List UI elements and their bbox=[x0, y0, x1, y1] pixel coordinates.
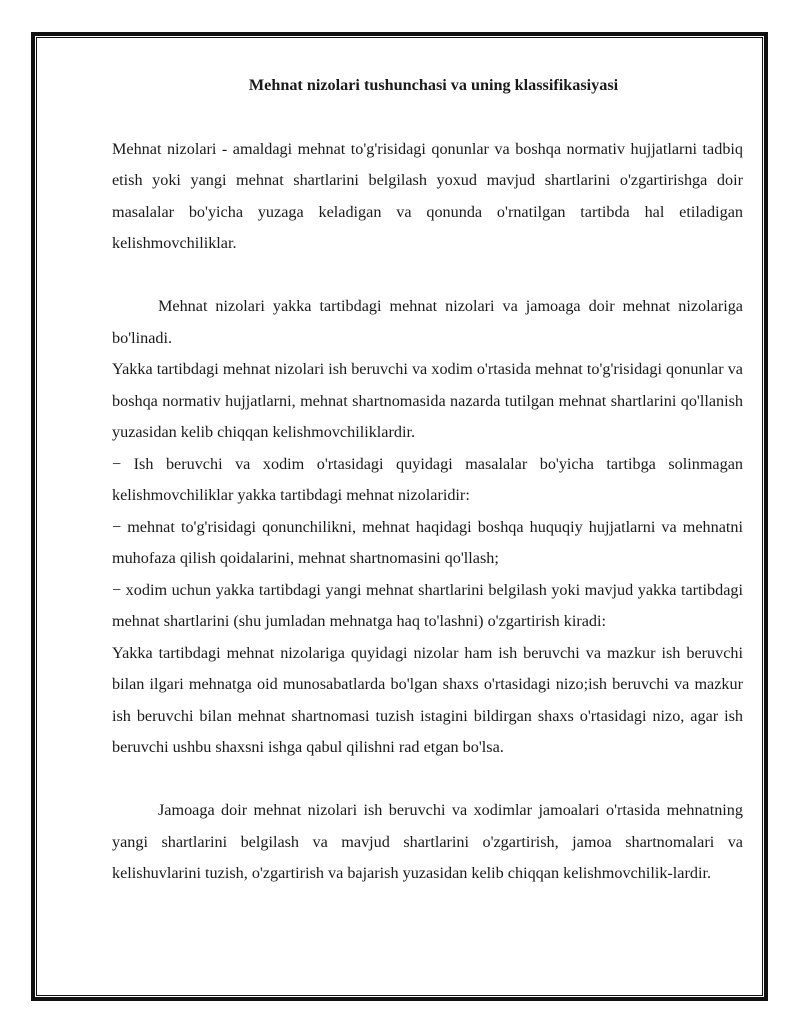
list-item-new-conditions: − xodim uchun yakka tartibdagi yangi mehnat shartlarini belgilash yoki mavjud yakka tartibdagi mehnat shartlarini (shu jumladan mehnatga haq to'lashni) o'zgartirish kiradi: bbox=[112, 580, 743, 630]
paragraph-additional-disputes: Yakka tartibdagi mehnat nizolariga quyidagi nizolar ham ish beruvchi va mazkur ish beruvchi bilan ilgari mehnatga oid munosabatlarda bo'lgan shaxs o'rtasidagi nizo;ish beruvchi va mazkur ish beruvchi bilan mehnat shartnomasi tuzish istagini bildirgan shaxs o'rtasidagi nizo, agar ish beruvchi ushbu shaxsni ishga qabul qilishni rad etgan bo'lsa. bbox=[112, 643, 743, 756]
paragraph-definition: Mehnat nizolari - amaldagi mehnat to'g'risidagi qonunlar va boshqa normativ hujjatlarni tadbiq etish yoki yangi mehnat shartlarini belgilash yoxud mavjud shartlarini o'zgartirishga doir masalalar bo'yicha yuzaga keladigan va qonunda o'rnatilgan tartibda hal etiladigan kelishmovchiliklar. bbox=[112, 139, 743, 252]
paragraph-types: Mehnat nizolari yakka tartibdagi mehnat nizolari va jamoaga doir mehnat nizolariga bo'linadi. bbox=[112, 297, 743, 347]
list-item-unresolved-issues: − Ish beruvchi va xodim o'rtasidagi quyidagi masalalar bo'yicha tartibga solinmagan kelishmovchiliklar yakka tartibdagi mehnat nizolaridir: bbox=[112, 454, 743, 504]
document-title: Mehnat nizolari tushunchasi va uning klassifikasiyasi bbox=[248, 76, 619, 94]
spacer bbox=[112, 102, 743, 134]
document-body bbox=[112, 70, 743, 890]
spacer bbox=[112, 764, 743, 796]
paragraph-individual-disputes: Yakka tartibdagi mehnat nizolari ish beruvchi va xodim o'rtasida mehnat to'g'risidagi qonunlar va boshqa normativ hujjatlarni, mehnat shartnomasida nazarda tutilgan mehnat shartlarini qo'llanish yuzasidan kelib chiqqan kelishmovchiliklardir. bbox=[112, 360, 743, 441]
spacer bbox=[112, 260, 743, 292]
paragraph-collective-disputes: Jamoaga doir mehnat nizolari ish beruvchi va xodimlar jamoalari o'rtasida mehnatning yangi shartlarini belgilash va mavjud shartlarini o'zgartirish, jamoa shartnomalari va kelishuvlarini tuzish, o'zgartirish va bajarish yuzasidan kelib chiqqan kelishmovchilik-lardir. bbox=[112, 801, 743, 882]
list-item-legislation: − mehnat to'g'risidagi qonunchilikni, mehnat haqidagi boshqa huquqiy hujjatlarni va mehnatni muhofaza qilish qoidalarini, mehnat shartnomasini qo'llash; bbox=[112, 517, 743, 567]
